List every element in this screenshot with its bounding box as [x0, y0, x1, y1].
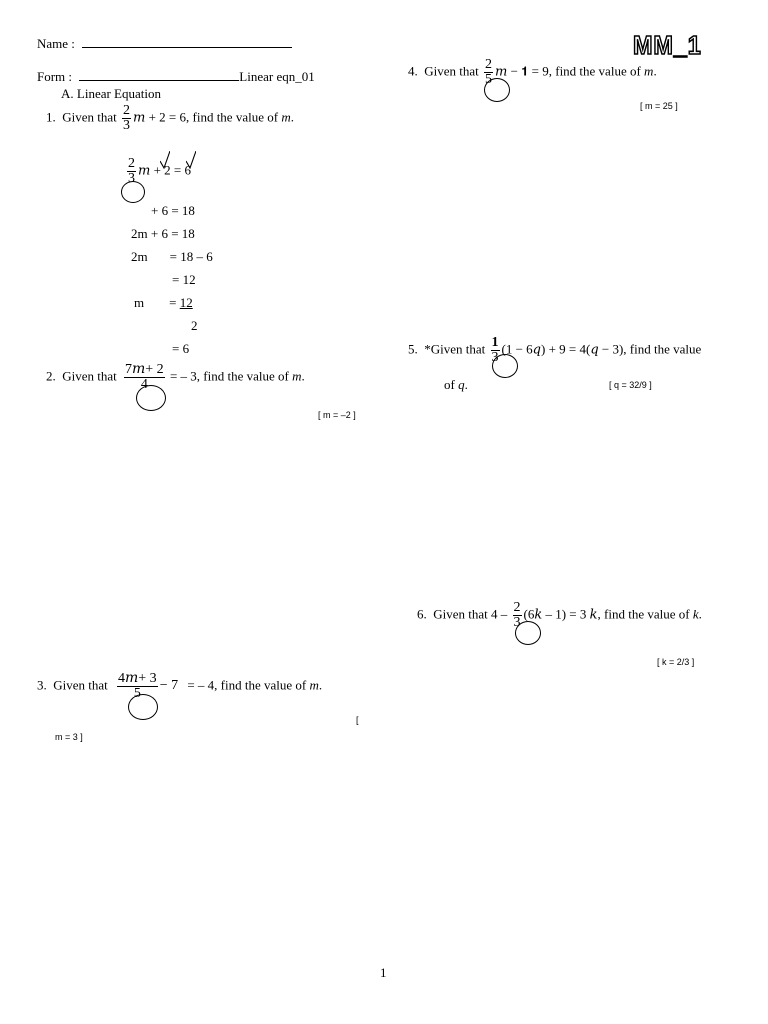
q1-number: 1. [46, 109, 56, 125]
name-field [37, 36, 292, 52]
q3-expression: = – 4, find the value of [184, 677, 310, 693]
section-heading: A. Linear Equation [61, 86, 161, 101]
q4-expression: 𝑚 − 𝟏 = 9, find the value of [495, 63, 645, 79]
circle-mark [136, 385, 166, 411]
q2-end: . [301, 368, 305, 384]
q5-line-2 [444, 377, 468, 393]
circle-mark [484, 78, 510, 102]
name-label: Name : [37, 36, 75, 51]
tick-mark-icon [186, 151, 196, 169]
q6-variable: k [692, 606, 699, 622]
q1-fraction [122, 104, 131, 133]
q1-text: Given that [62, 109, 117, 125]
q2-text: Given that [62, 368, 117, 384]
working-frac-num: 2 [128, 156, 135, 171]
q3-frac-num: 4𝑚+ 3 [118, 671, 157, 686]
question-5 [408, 336, 701, 365]
working-line-4 [131, 249, 213, 265]
circle-mark [492, 354, 518, 378]
q6-answer: [ k = 2/3 ] [657, 657, 695, 667]
working-line-4-rhs: = 18 – 6 [169, 249, 213, 264]
q4-answer: [ m = 25 ] [640, 101, 678, 111]
q6-number: 6. [417, 606, 427, 622]
q6-end: . [698, 606, 702, 622]
name-blank [82, 36, 292, 48]
question-3 [37, 672, 322, 701]
working-line-3: 2m + 6 = 18 [131, 226, 195, 241]
q5-expression: (1 − 6𝑞) + 9 = 4(𝑞 − 3), find the value [501, 341, 702, 357]
q2-expression: = – 3, find the value of [166, 368, 293, 384]
q6-frac-num: 2 [513, 600, 521, 615]
working-frac-den: 3 [128, 171, 135, 186]
working-line-6-num: 12 [179, 295, 193, 310]
tick-mark-icon [160, 151, 170, 169]
q3-minus-seven: − 7 [159, 678, 179, 694]
q3-answer-line-2: m = 3 ] [55, 732, 83, 742]
q6-expression: (6𝑘 – 1) = 3 𝑘, find the value of [523, 606, 693, 622]
circle-mark [515, 621, 541, 645]
working-line-2: + 6 = 18 [151, 203, 195, 218]
q3-frac-den: 5 [117, 686, 158, 701]
q2-number: 2. [46, 368, 56, 384]
form-field [37, 69, 315, 85]
q2-frac-num: 7𝑚+ 2 [125, 362, 164, 377]
q4-text: Given that [424, 63, 479, 79]
working-line-6-eq: = [169, 295, 180, 310]
q5-line-2-text: of [444, 377, 459, 392]
worksheet-logo: MM_1 [633, 30, 702, 60]
working-line-6 [134, 295, 193, 311]
working-line-6-lhs: m [134, 295, 145, 310]
page-number: 1 [380, 965, 387, 980]
q1-variable: m [281, 109, 291, 125]
question-6 [417, 601, 702, 630]
working-line-6-den: 2 [191, 318, 198, 333]
q2-answer: [ m = –2 ] [318, 410, 356, 420]
q5-text: *Given that [424, 341, 486, 357]
q4-number: 4. [408, 63, 418, 79]
working-line-7: = 6 [172, 341, 190, 356]
q1-end: . [290, 109, 294, 125]
q1-expression: 𝑚 + 2 = 6, find the value of [133, 109, 282, 125]
form-label: Form : [37, 69, 73, 84]
question-2 [46, 363, 305, 392]
q3-variable: m [309, 677, 319, 693]
q4-end: . [653, 63, 657, 79]
q1-frac-den: 3 [123, 118, 131, 133]
question-1 [46, 104, 294, 133]
circle-mark [121, 181, 145, 203]
q6-text: Given that 4 – [433, 606, 508, 622]
q5-frac-den: 3 [491, 350, 499, 365]
q2-frac-den: 4 [124, 377, 165, 392]
q3-answer-line-1: [ [356, 715, 359, 725]
q3-end: . [318, 677, 323, 693]
q5-end: . [464, 377, 468, 392]
q4-frac-num: 2 [485, 57, 493, 72]
q5-variable: q [458, 377, 465, 392]
working-line-4-lhs: 2m [131, 249, 148, 264]
circle-mark [128, 694, 158, 720]
q6-frac-den: 3 [513, 615, 521, 630]
q5-answer: [ q = 32/9 ] [609, 380, 652, 390]
q5-frac-num: 1 [491, 335, 499, 350]
q1-frac-num: 2 [123, 103, 131, 118]
q4-variable: m [644, 63, 654, 79]
working-line-1-rest: 𝑚 + 2 = 6 [138, 162, 191, 178]
q5-number: 5. [408, 341, 418, 357]
working-line-5: = 12 [172, 272, 196, 287]
q2-variable: m [292, 368, 302, 384]
worksheet-id: Linear eqn_01 [239, 69, 315, 84]
q4-frac-den: 5 [485, 72, 493, 87]
form-blank [79, 69, 239, 81]
q3-number: 3. [37, 677, 47, 693]
q3-text: Given that [53, 677, 108, 693]
question-4 [408, 58, 657, 87]
